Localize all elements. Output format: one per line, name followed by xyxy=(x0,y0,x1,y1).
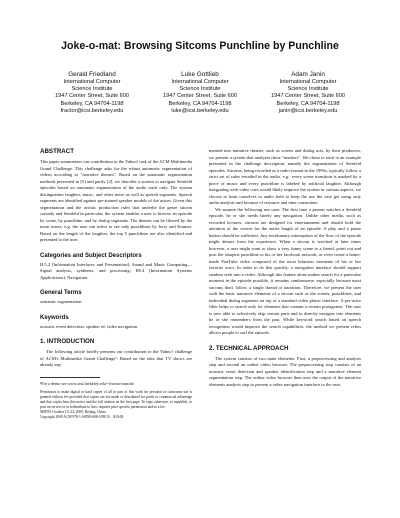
abstract-text: This paper summarizes our contribution to the Yahoo! task of the ACM Multimedia Grand Challenge. This challenge asks for the robust automatic segmentation of videos according to "narrative themes". Based on the automatic segmentation methods presented in [5] and partly [2], we describe a system to navigate Seinfeld episodes based on automatic segmentation of the audio track only. The system distinguishes laughter, music, and other noise as well as speech segments. Speech segments are identified against pre-trained speaker models of the actors. Given this segmentation and the artistic production rules that underlie the genre sitcom comedy and Seinfeld in particular, the system enables a user to browse an episode by scene, by punchline, and by dialog segments. The themes can be filtered by the main actors, e.g. the user can select to see only punchlines by Jerry and Kramer. Based on the length of the laughter, the top 5 punchlines are also identified and presented to the user. xyxy=(40,159,192,242)
categories-heading: Categories and Subject Descriptors xyxy=(40,252,142,259)
introduction-paragraph: mented into narrative themes, such as scenes and dialog acts, by their producers, we present a system that analyzes these "markers". We chose to stick to an example presented in the challenge description, namely the segmentation of Seinfeld episodes. Sitcoms, being recorded as a radio-format in the 1990s, typically follow a strict set of rules encoded in the audio, e.g.: every scene transition is marked by a piece of music and every punchline is labeled by artificial laughter. Although integrating with video cues would likely improve the system in various aspects, we choose to limit ourselves to audio both to keep the use the case get using only audio analysis and because of resource and time constraints. xyxy=(209,148,361,205)
paper-title: Joke-o-mat: Browsing Sitcoms Punchline by Punchline xyxy=(61,40,339,52)
permission-notice: Permission to make digital or hard copies of all or part of this work for personal or classroom use is granted without fee provided that copies are not made or distributed for profit or commercial advantage and that copies bear this notice and the full citation on the first page. To copy otherwise, to republish, to post on servers or to redistribute to lists, requires prior specific permission and/or a fee. xyxy=(40,390,192,409)
author-affiliation: International Computer xyxy=(63,79,121,85)
author-affiliation: Science Institute xyxy=(287,86,329,93)
introduction-heading: 1. INTRODUCTION xyxy=(40,338,95,345)
left-column xyxy=(40,148,192,420)
terms-heading: General Terms xyxy=(40,290,82,296)
author-affiliation: Science Institute xyxy=(179,86,221,93)
author-email: fractor@icsi.berkeley.edu xyxy=(60,107,124,114)
author-email: luke@icsi.berkeley.edu xyxy=(171,107,229,114)
keywords-text: acoustic event detection, speaker id, video navigation xyxy=(40,323,138,329)
footnote: ¹For a demo see www.icsi.berkeley.edu/~fractor/mmchi/ xyxy=(40,380,135,386)
introduction-section xyxy=(40,338,192,369)
terms-section xyxy=(40,289,192,306)
abstract-section xyxy=(40,148,192,244)
copyright-line: Copyright 2009 ACM 978-1-60558-608-3/09/10 ...$10.00. xyxy=(40,414,125,419)
author-name: Adam Janin xyxy=(291,71,325,78)
author-address: 1947 Center Street, Suite 600 xyxy=(162,93,237,100)
terms-text: semantic segmentation xyxy=(40,299,82,304)
author-block xyxy=(40,71,360,115)
introduction-text: The following article briefly presents our contribution to the Yahoo! challenge of ACM's Multimedia Grand Challenge¹. Based on the idea that TV shows are already seg- xyxy=(40,349,192,367)
author-address: Berkeley, CA 94704-1198 xyxy=(276,100,340,107)
author-address: Berkeley, CA 94704-1198 xyxy=(60,100,124,107)
author-address: Berkeley, CA 94704-1198 xyxy=(168,100,232,107)
categories-section xyxy=(40,252,192,282)
footnote-divider xyxy=(40,377,100,378)
author-3 xyxy=(256,71,360,115)
right-column xyxy=(209,148,361,396)
author-name: Gerald Friedland xyxy=(68,71,116,78)
author-affiliation: International Computer xyxy=(279,79,337,85)
technical-approach-heading: 2. TECHNICAL APPROACH xyxy=(209,344,289,352)
keywords-heading: Keywords xyxy=(40,314,69,321)
categories-text: H.5.2 [Information Interfaces and Presentation]: Sound and Music Computing—Signal analysis, synthesis, and processing; H5.4 [Information Systems Applications]: Navigation xyxy=(40,261,192,280)
author-email: janin@icsi.berkeley.edu xyxy=(278,107,338,114)
author-name: Luke Gottlieb xyxy=(181,71,219,78)
author-1 xyxy=(40,71,144,115)
author-affiliation: International Computer xyxy=(171,79,229,85)
technical-approach-section xyxy=(209,345,361,389)
author-address: 1947 Center Street, Suite 600 xyxy=(270,93,345,100)
author-affiliation: Science Institute xyxy=(71,86,113,93)
venue-line: MM'09, October 19–24, 2009, Beijing, China. xyxy=(40,409,107,414)
keywords-section xyxy=(40,314,192,331)
introduction-continued xyxy=(209,148,361,337)
technical-approach-text: The system consists of two main elements: First, a preprocessing and analysis step and second an online video browser. The preprocessing step consists of an acoustic event detection and speaker identification step and a narrative element segmentation step. The online video browser then uses the output of the narrative elements analysis step to present a video navigation interface to the user. xyxy=(209,355,361,387)
author-2 xyxy=(148,71,252,115)
introduction-paragraph: We assume the following use case: The first time a person watches a Seinfeld episode, he or she needs barely any navigation. Unlike other media, such as recorded lectures, sitcoms are designed for entertainment and should hold the attention of the viewer for the entire length of an episode. A play and a pause button should be sufficient. Any involuntary interruption of the flow of the episode might detract from the experience. When a sitcom is watched at later times however, a user might want to show a very funny scene to a friend, point out and post the sharpest punchline to his or her facebook network, or even create a home-made YouTube video composed of the most hilarious moments of his or her favorite actor. In order to do this quickly, a navigation interface should support random seek into a video. Although this feature alone makes search for a particular moment in the episode possible, it remains cumbersome, especially because most sitcoms don't follow a single thread of narration. Therefore, we present the user with the basic narrative elements of a sitcom such as the scenes, punchlines, and individual dialog segments on top of a standard video player interface. A per-actor filter helps to search only for elements that contain a certain protagonist. The user is now able to selectively skip certain parts and to directly navigate into elements he or she remembers from the past. While keyword search based on speech recognition would improve the search capabilities, the method we present relies allows people to surf the episode. xyxy=(209,206,361,335)
author-address: 1947 Center Street, Suite 600 xyxy=(54,93,129,100)
abstract-heading: ABSTRACT xyxy=(40,148,75,155)
